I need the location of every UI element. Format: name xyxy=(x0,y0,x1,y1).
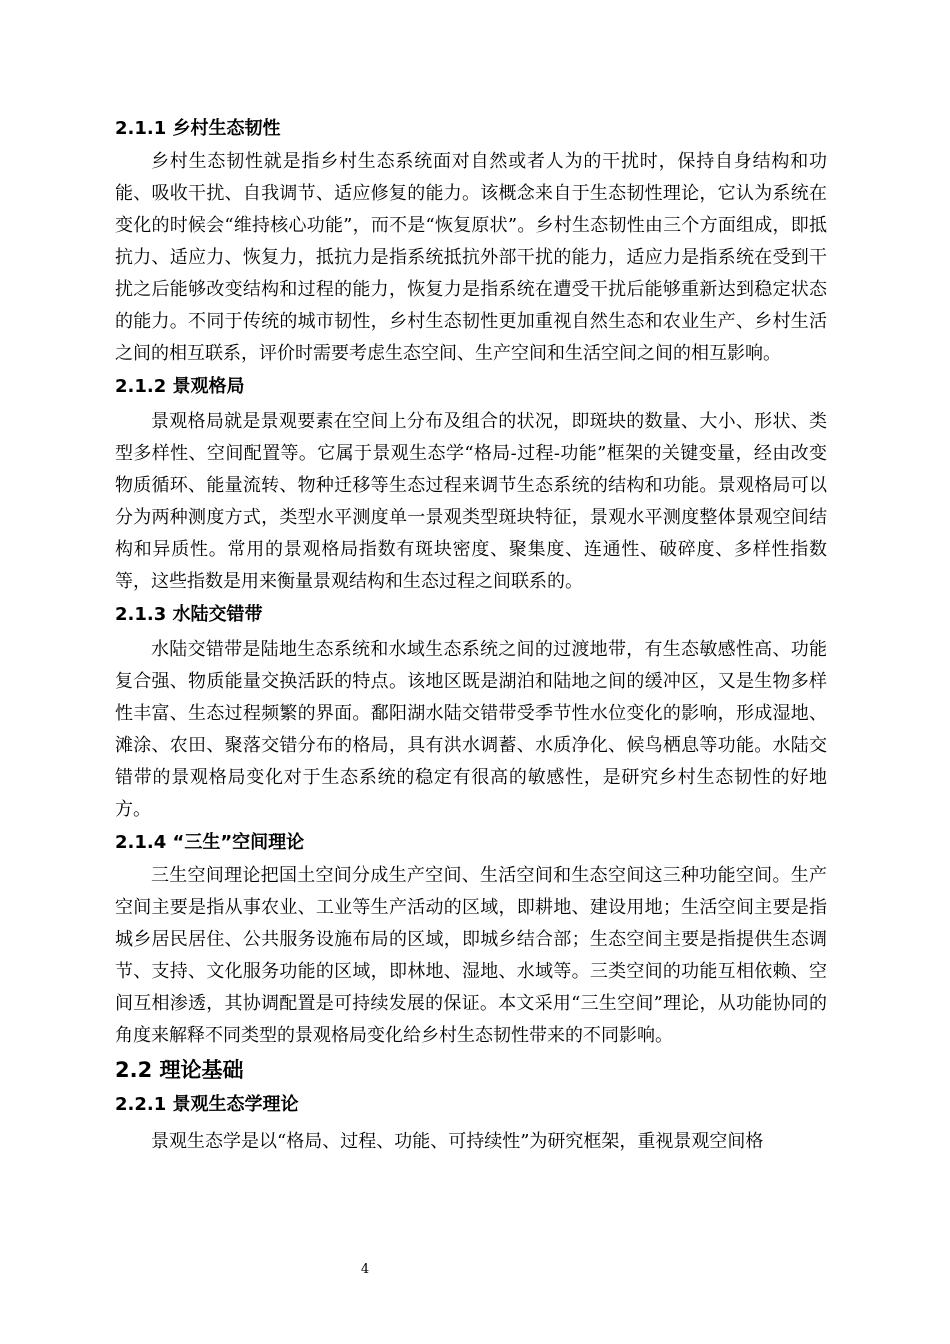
paragraph-landscape-pattern: 景观格局就是景观要素在空间上分布及组合的状况，即斑块的数量、大小、形状、类型多样性、空间配置等。它属于景观生态学“格局-过程-功能”框架的关键变量，经由改变物质循环、能量流转、物种迁移等生态过程来调节生态系统的结构和功能。景观格局可以分为两种测度方式，类型水平测度单一景观类型斑块特征，景观水平测度整体景观空间结构和异质性。常用的景观格局指数有斑块密度、聚集度、连通性、破碎度、多样性指数等，这些指数是用来衡量景观结构和生态过程之间联系的。 xyxy=(115,411,827,592)
paragraph-water-land-ecotone: 水陆交错带是陆地生态系统和水域生态系统之间的过渡地带，有生态敏感性高、功能复合强、物质能量交换活跃的特点。该地区既是湖泊和陆地之间的缓冲区，又是生物多样性丰富、生态过程频繁的界面。鄱阳湖水陆交错带受季节性水位变化的影响，形成湿地、滩涂、农田、聚落交错分布的格局，具有洪水调蓄、水质净化、候鸟栖息等功能。水陆交错带的景观格局变化对于生态系统的稳定有很高的敏感性，是研究乡村生态韧性的好地方。 xyxy=(115,639,827,820)
paragraph-rural-ecological-resilience: 乡村生态韧性就是指乡村生态系统面对自然或者人为的干扰时，保持自身结构和功能、吸收干扰、自我调节、适应修复的能力。该概念来自于生态韧性理论，它认为系统在变化的时候会“维持核心功能”，而不是“恢复原状”。乡村生态韧性由三个方面组成，即抵抗力、适应力、恢复力，抵抗力是指系统抵抗外部干扰的能力，适应力是指系统在受到干扰之后能够改变结构和过程的能力，恢复力是指系统在遭受干扰后能够重新达到稳定状态的能力。不同于传统的城市韧性，乡村生态韧性更加重视自然生态和农业生产、乡村生活之间的相互联系，评价时需要考虑生态空间、生产空间和生活空间之间的相互影响。 xyxy=(115,151,827,364)
paragraph-landscape-ecology-theory: 景观生态学是以“格局、过程、功能、可持续性”为研究框架，重视景观空间格 xyxy=(151,1131,764,1152)
section-heading-2-1-4: 2.1.4 “三生”空间理论 xyxy=(115,832,305,853)
page-content xyxy=(115,112,827,1158)
section-heading-2-1-1: 2.1.1 乡村生态韧性 xyxy=(115,118,281,139)
section-heading-2-2-1: 2.2.1 景观生态学理论 xyxy=(115,1094,299,1115)
page-number: 4 xyxy=(360,1262,370,1277)
paragraph-three-spaces-theory: 三生空间理论把国土空间分成生产空间、生活空间和生态空间这三种功能空间。生产空间主要是指从事农业、工业等生产活动的区域，即耕地、建设用地；生活空间主要是指城乡居民居住、公共服务设施布局的区域，即城乡结合部；生态空间主要是指提供生态调节、支持、文化服务功能的区域，即林地、湿地、水域等。三类空间的功能互相依赖、空间互相渗透，其协调配置是可持续发展的保证。本文采用“三生空间”理论，从功能协同的角度来解释不同类型的景观格局变化给乡村生态韧性带来的不同影响。 xyxy=(115,865,827,1046)
section-heading-2-2: 2.2 理论基础 xyxy=(115,1058,244,1082)
section-heading-2-1-3: 2.1.3 水陆交错带 xyxy=(115,604,263,625)
section-heading-2-1-2: 2.1.2 景观格局 xyxy=(115,376,245,397)
